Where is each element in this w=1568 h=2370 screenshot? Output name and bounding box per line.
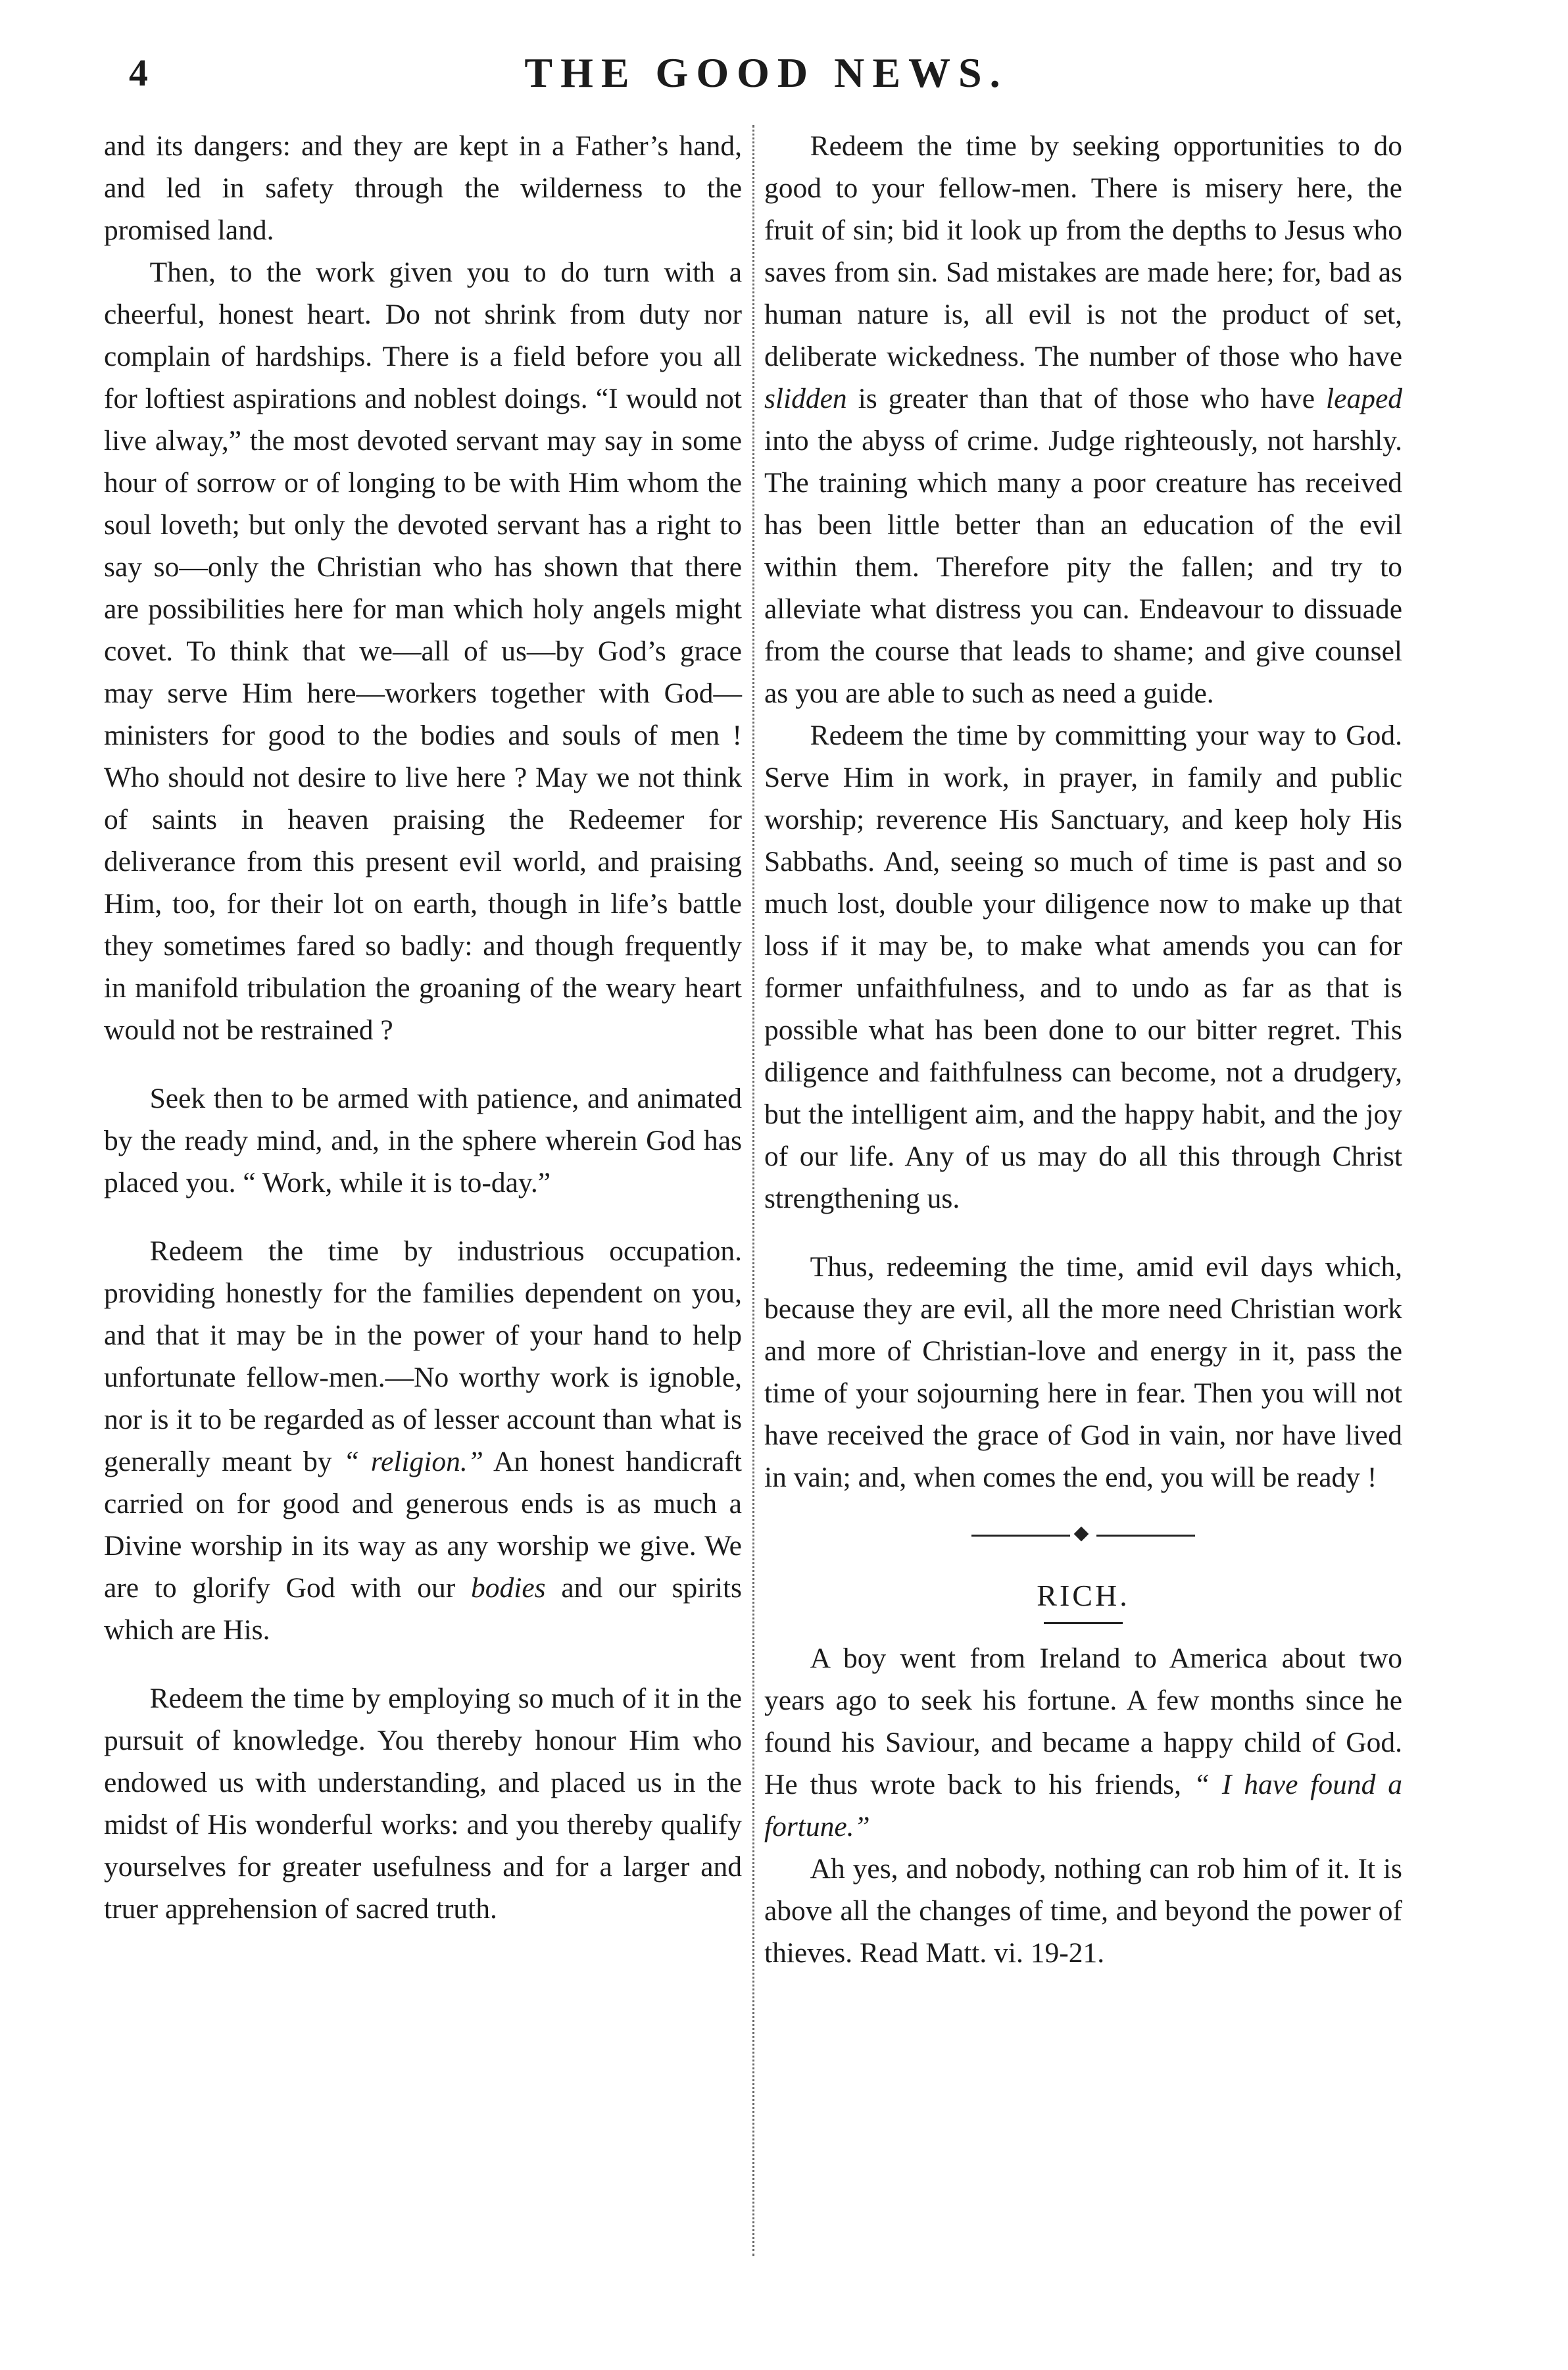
section-title: RICH.: [1037, 1579, 1130, 1612]
publication-title: THE GOOD NEWS.: [524, 49, 1008, 96]
text-run: Redeem the time by industrious occupation. providing honestly for the families dependent on you, and that it may be in the power of your hand to help unfortunate fellow-men.—No worthy work is ignoble, nor is it to be regarded as of lesser account than what is generally meant by: [104, 1235, 742, 1477]
page-number: 4: [129, 51, 148, 94]
paragraph-boy-ireland: [764, 1637, 1402, 1848]
italic-leaped: leaped: [1326, 383, 1402, 414]
ornament-diamond-icon: [1074, 1527, 1089, 1542]
text-run: is greater than that of those who have: [846, 383, 1327, 414]
title-rule: [1044, 1622, 1123, 1624]
paragraph-opportunities: [764, 125, 1402, 714]
italic-bodies: bodies: [471, 1572, 546, 1604]
right-column: [764, 125, 1402, 1974]
column-divider: [752, 125, 754, 2256]
paragraph-committing-way: Redeem the time by committing your way to God. Serve Him in work, in prayer, in family and public worship; reverence His Sanctuary, and keep holy His Sabbaths. And, seeing so much of time is past and so much lost, double your diligence now to make up that loss if it may be, to make what amends you can for former unfaithfulness, and to undo as far as that is possible what has been done to our bitter regret. This diligence and faithfulness can become, not a drudgery, but the intelligent aim, and the happy habit, and the joy of our life. Any of us may do all this through Christ strengthening us.: [764, 720, 1402, 1214]
paragraph-ah-yes: Ah yes, and nobody, nothing can rob him of it. It is above all the changes of time, and beyond the power of thieves. Read Matt. vi. 19-21.: [764, 1853, 1402, 1969]
paragraph-patience: Seek then to be armed with patience, and animated by the ready mind, and, in the sphere wherein God has placed you. “ Work, while it is to-day.”: [104, 1083, 742, 1198]
text-run: Redeem the time by seeking opportunities to do good to your fellow-men. There is misery here, the fruit of sin; bid it look up from the depths to Jesus who saves from sin. Sad mistakes are made here; for, bad as human nature is, all evil is not the product of set, deliberate wickedness. The number of those who have: [764, 130, 1402, 372]
page-header: [118, 43, 1414, 103]
ornament-line: [971, 1535, 1070, 1537]
paragraph-knowledge: Redeem the time by employing so much of it in the pursuit of knowledge. You thereby honour Him who endowed us with understanding, and placed us in the midst of His wonderful works: and you thereby qualify yourselves for greater usefulness and for a larger and truer apprehension of sacred truth.: [104, 1683, 742, 1925]
italic-found-fortune: “ I have found a fortune.”: [764, 1769, 1402, 1842]
ornament-line: [1096, 1535, 1195, 1537]
text-run: into the abyss of crime. Judge righteously, not harshly. The training which many a poor creature has received has been little better than an education of the evil within them. Therefore pity the fallen; and try to alleviate what distress you can. Endeavour to dissuade from the course that leads to shame; and give counsel as you are able to such as need a guide.: [764, 425, 1402, 709]
paragraph-continued: and its dangers: and they are kept in a Father’s hand, and led in safety through the wilderness to the promised land.: [104, 130, 742, 246]
italic-religion: “ religion.”: [343, 1446, 483, 1477]
left-column: [104, 125, 742, 1930]
text-run: A boy went from Ireland to America about two years ago to seek his fortune. A few months since he found his Saviour, and became a happy child of God. He thus wrote back to his friends,: [764, 1642, 1402, 1800]
paragraph-work-given: Then, to the work given you to do turn with a cheerful, honest heart. Do not shrink from duty nor complain of hardships. There is a field before you all for loftiest aspirations and noblest doings. “I would not live alway,” the most devoted servant may say in some hour of sorrow or of longing to be with Him whom the soul loveth; but only the devoted servant has a right to say so—only the Christian who has shown that there are possibilities here for man which holy angels might covet. To think that we—all of us—by God’s grace may serve Him here—workers together with God—ministers for good to the bodies and souls of men ! Who should not desire to live here ? May we not think of saints in heaven praising the Redeemer for deliverance from this present evil world, and praising Him, too, for their lot on earth, though in life’s battle they sometimes fared so badly: and though frequently in manifold tribulation the groaning of the weary heart would not be restrained ?: [104, 257, 742, 1046]
text-run: and our spirits which are His.: [104, 1572, 742, 1646]
text-run: An honest handicraft carried on for good and generous ends is as much a Divine worship in its way as any worship we give. We are to glorify God with our: [104, 1446, 742, 1604]
paragraph-conclusion: Thus, redeeming the time, amid evil days which, because they are evil, all the more need Christian work and more of Christian-love and energy in it, pass the time of your sojourning here in fear. Then you will not have received the grace of God in vain, nor have lived in vain; and, when comes the end, you will be ready !: [764, 1251, 1402, 1493]
italic-slidden: slidden: [764, 383, 847, 414]
paragraph-industrious-occupation: [104, 1230, 742, 1651]
section-ornament: [971, 1529, 1195, 1542]
